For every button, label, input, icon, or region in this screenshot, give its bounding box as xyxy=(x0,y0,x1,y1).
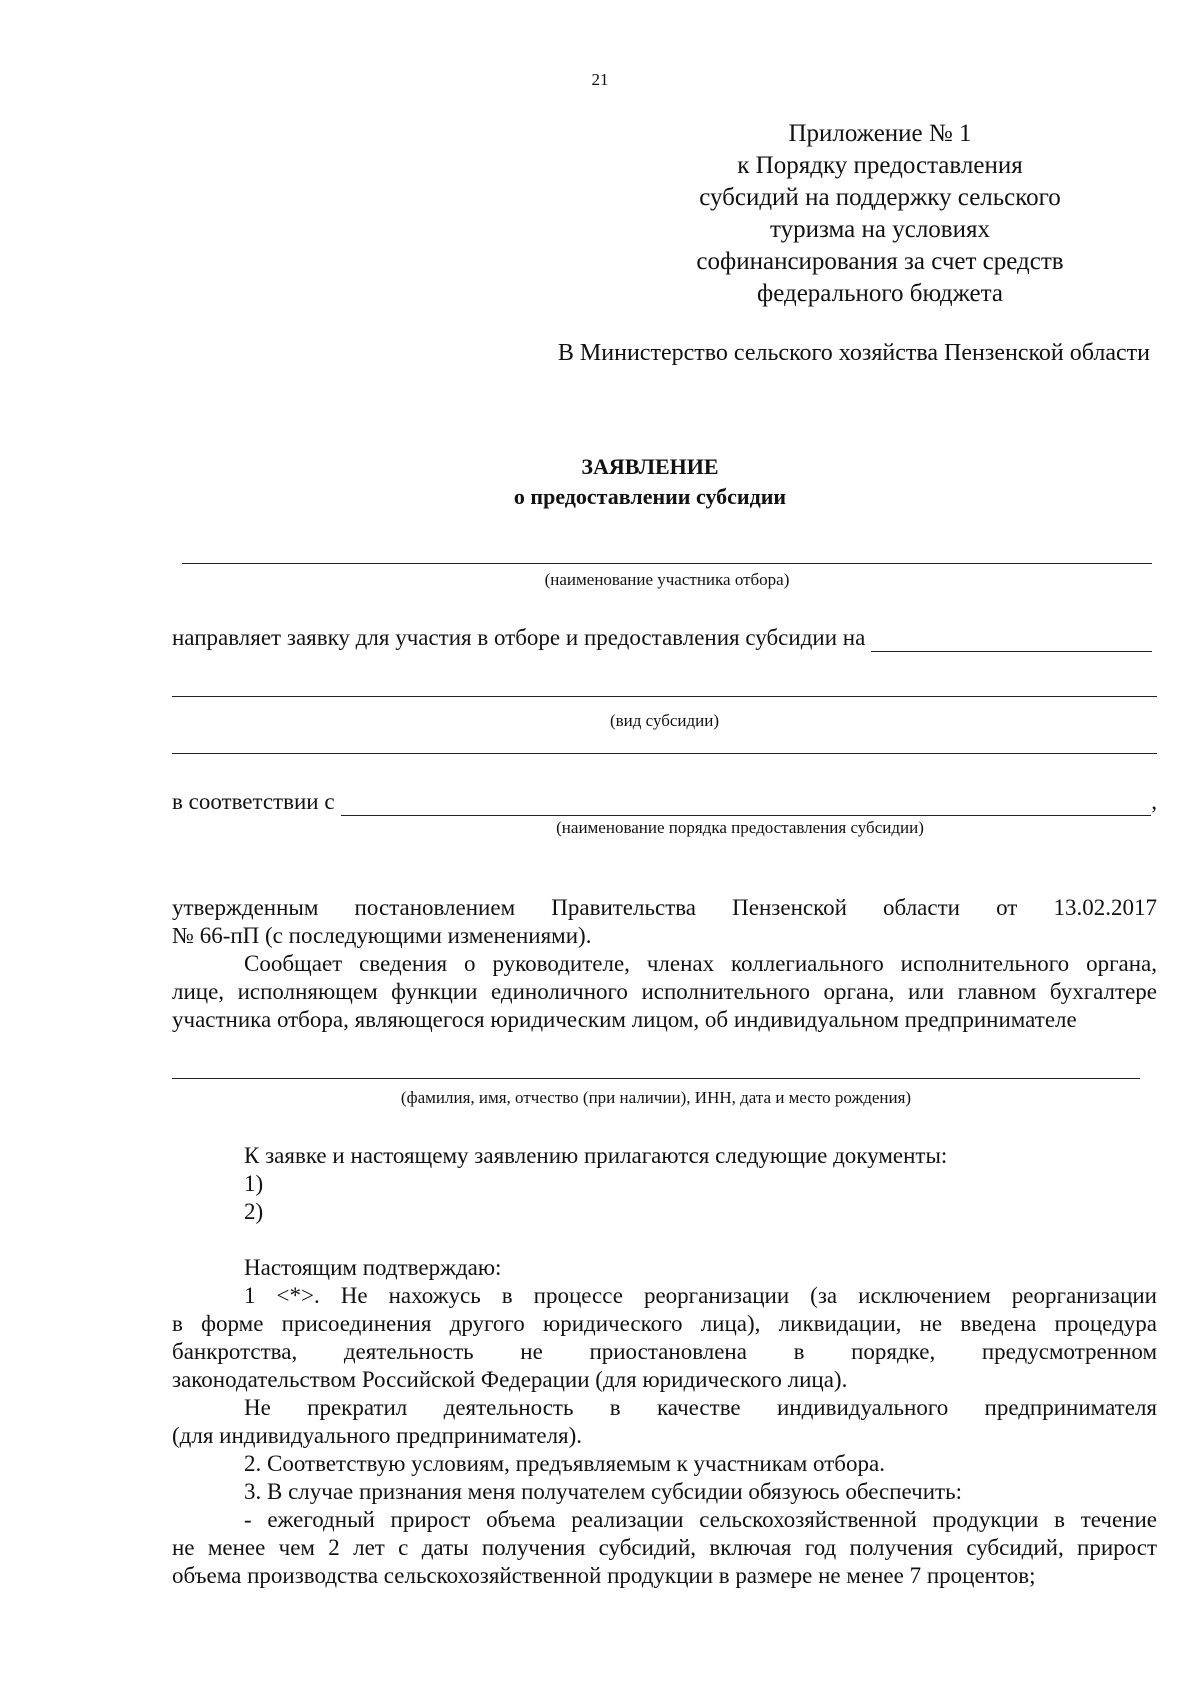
appendix-line: субсидий на поддержку сельского xyxy=(699,184,1061,211)
request-row xyxy=(172,624,1152,652)
confirm-line: (для индивидуального предпринимателя). xyxy=(172,1423,583,1448)
person-caption: (фамилия, имя, отчество (при наличии), ИНН, дата и место рождения) xyxy=(400,1088,912,1107)
confirm-intro: Настоящим подтверждаю: xyxy=(244,1255,502,1280)
subtitle-line: о предоставлении субсидии xyxy=(513,484,787,509)
reports-paragraph xyxy=(172,950,1157,1034)
confirm-line: в форме присоединения другого юридического лица), ликвидации, не введена процедура xyxy=(172,1311,1157,1336)
title-line: ЗАЯВЛЕНИЕ xyxy=(581,454,719,479)
attachment-item: 2) xyxy=(244,1199,264,1224)
accordance-row xyxy=(172,788,1157,816)
approved-paragraph xyxy=(172,894,1157,950)
subsidy-purpose-blank[interactable] xyxy=(871,629,1152,652)
attachments-intro: К заявке и настоящему заявлению прилагаются следующие документы: xyxy=(244,1143,948,1168)
document-title xyxy=(0,452,1200,512)
reports-line: лице, исполняющем функции единоличного исполнительного органа, или главном бухгалтере xyxy=(172,979,1157,1004)
appendix-header xyxy=(640,118,1120,310)
reports-line: участника отбора, являющегося юридическим лицом, об индивидуальном предпринимателе xyxy=(172,1007,1077,1032)
obligation-line: объема производства сельскохозяйственной продукции в размере не менее 7 процентов; xyxy=(172,1563,1036,1588)
confirm-line: законодательством Российской Федерации (для юридического лица). xyxy=(172,1367,848,1392)
confirm-item-2: 2. Соответствую условиям, предъявляемым к участникам отбора. xyxy=(244,1451,885,1476)
procedure-caption: (наименование порядка предоставления субсидии) xyxy=(556,818,924,837)
approved-line: № 66-пП (с последующими изменениями). xyxy=(172,923,592,948)
confirmation-block xyxy=(172,1254,1157,1590)
confirm-item-3: 3. В случае признания меня получателем субсидии обязуюсь обеспечить: xyxy=(244,1479,962,1504)
obligation-line: - ежегодный прирост объема реализации сельскохозяйственной продукции в течение xyxy=(244,1507,1157,1532)
subsidy-type-blank[interactable] xyxy=(172,696,1157,697)
obligation-line: не менее чем 2 лет с даты получения субсидий, включая год получения субсидий, прирост xyxy=(172,1535,1157,1560)
page-number: 21 xyxy=(591,70,609,89)
appendix-line: туризма на условиях xyxy=(770,216,990,243)
attachment-item: 1) xyxy=(244,1171,264,1196)
participant-caption: (наименование участника отбора) xyxy=(544,570,790,589)
reports-line: Сообщает сведения о руководителе, членах коллегиального исполнительного органа, xyxy=(244,951,1157,976)
confirm-line: банкротства, деятельность не приостановлена в порядке, предусмотренном xyxy=(172,1339,1157,1364)
addressee: В Министерство сельского хозяйства Пензенской области xyxy=(557,340,1150,366)
request-text: направляет заявку для участия в отборе и предоставления субсидии на xyxy=(172,625,866,650)
accordance-comma: , xyxy=(1151,789,1157,814)
appendix-line: федерального бюджета xyxy=(757,280,1003,307)
attachments-block xyxy=(244,1142,1154,1226)
appendix-line: Приложение № 1 xyxy=(788,120,972,147)
appendix-line: софинансирования за счет средств xyxy=(696,248,1064,275)
accordance-text: в соответствии с xyxy=(172,789,335,814)
confirm-line: Не прекратил деятельность в качестве индивидуального предпринимателя xyxy=(244,1395,1157,1420)
subsidy-type-caption: (вид субсидии) xyxy=(609,711,720,730)
person-details-blank[interactable] xyxy=(172,1078,1140,1079)
subsidy-type-blank-2[interactable] xyxy=(172,753,1157,754)
confirm-line: 1 <*>. Не нахожусь в процессе реорганизации (за исключением реорганизации xyxy=(244,1283,1157,1308)
appendix-line: к Порядку предоставления xyxy=(737,152,1023,179)
participant-name-blank[interactable] xyxy=(182,563,1152,564)
approved-line: утвержденным постановлением Правительства Пензенской области от 13.02.2017 xyxy=(172,895,1157,920)
procedure-name-blank[interactable] xyxy=(341,793,1152,816)
